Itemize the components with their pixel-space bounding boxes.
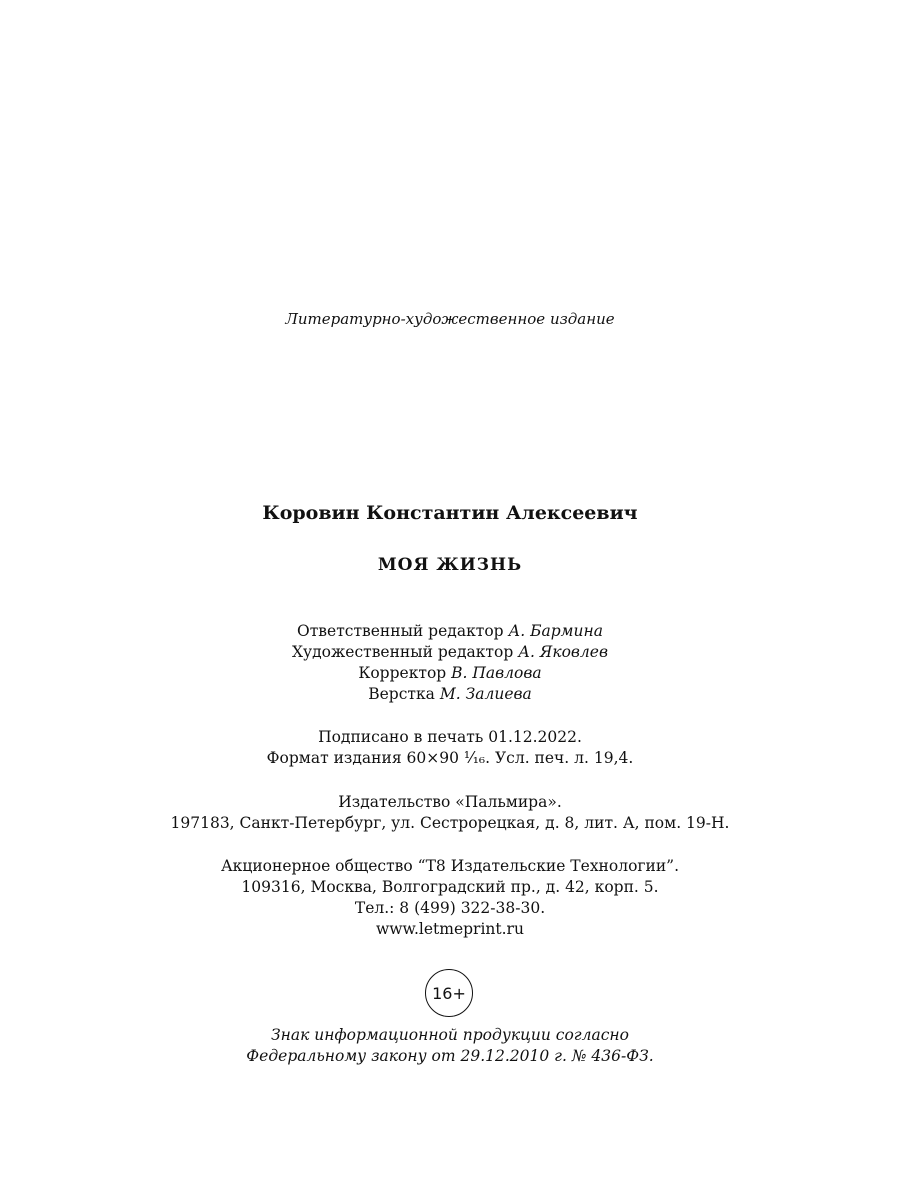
print-date-line: Подписано в печать 01.12.2022. bbox=[318, 728, 582, 746]
credit-line-editor bbox=[0, 621, 900, 642]
credit-line-art-editor bbox=[0, 642, 900, 663]
printer-address: 109316, Москва, Волгоградский пр., д. 42, корп. 5. bbox=[241, 878, 659, 896]
credit-role: Верстка bbox=[368, 685, 435, 703]
notice-line: Знак информационной продукции согласно bbox=[271, 1026, 629, 1044]
credit-role: Ответственный редактор bbox=[297, 622, 504, 640]
publisher-info bbox=[0, 792, 900, 834]
publisher-name: Издательство «Пальмира». bbox=[338, 793, 562, 811]
credit-line-proofreader bbox=[0, 663, 900, 684]
printer-website: www.letmeprint.ru bbox=[376, 920, 524, 938]
printer-info bbox=[0, 856, 900, 940]
book-title: МОЯ ЖИЗНЬ bbox=[377, 555, 523, 575]
printer-name: Акционерное общество “Т8 Издательские Технологии”. bbox=[220, 857, 680, 875]
credit-line-layout bbox=[0, 684, 900, 705]
printer-phone: Тел.: 8 (499) 322-38-30. bbox=[354, 899, 546, 917]
credit-person: В. Павлова bbox=[451, 664, 542, 682]
credit-person: М. Залиева bbox=[439, 685, 532, 703]
credit-person: А. Яковлев bbox=[518, 643, 608, 661]
author-name: Коровин Константин Алексеевич bbox=[262, 502, 638, 524]
edition-genre: Литературно-художественное издание bbox=[285, 310, 615, 328]
information-notice bbox=[0, 1025, 900, 1067]
staff-credits bbox=[0, 621, 900, 705]
credit-role: Художественный редактор bbox=[291, 643, 514, 661]
notice-line: Федеральному закону от 29.12.2010 г. № 436-ФЗ. bbox=[246, 1047, 654, 1065]
age-rating-label: 16+ bbox=[432, 983, 466, 1003]
age-rating-badge bbox=[425, 969, 473, 1017]
credit-person: А. Бармина bbox=[508, 622, 603, 640]
print-info bbox=[0, 727, 900, 769]
credit-role: Корректор bbox=[358, 664, 447, 682]
publisher-address: 197183, Санкт-Петербург, ул. Сестрорецкая, д. 8, лит. А, пом. 19-Н. bbox=[170, 814, 730, 832]
print-format-line: Формат издания 60×90 ¹⁄₁₆. Усл. печ. л. 19,4. bbox=[266, 749, 634, 767]
